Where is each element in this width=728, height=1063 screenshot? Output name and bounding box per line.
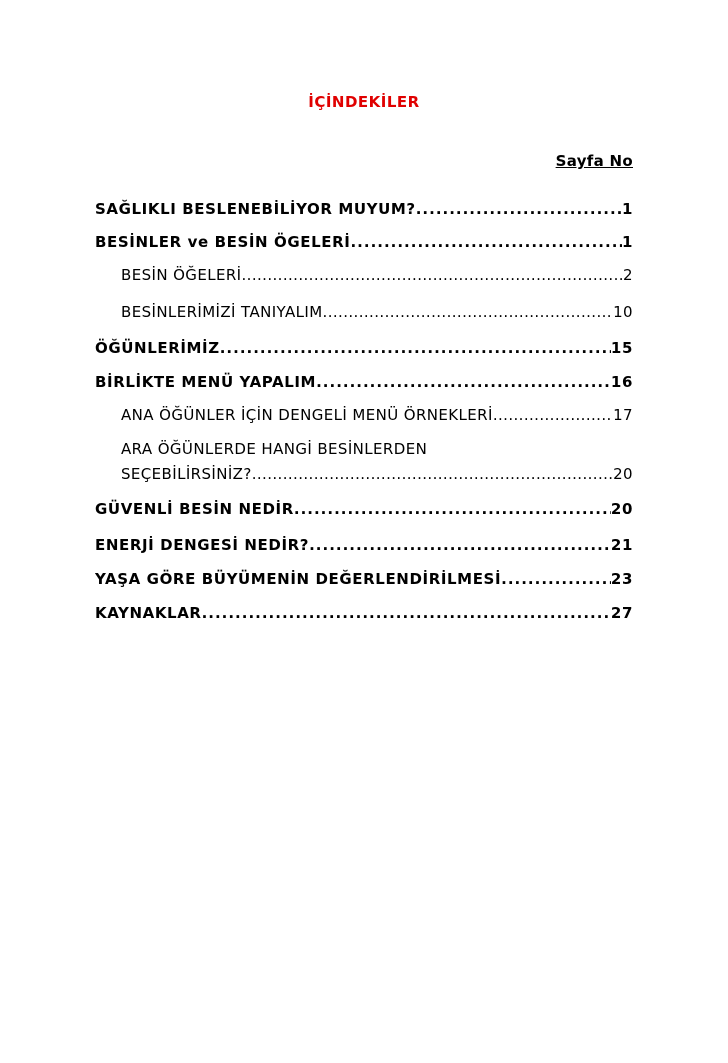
toc-entry-page: 10 — [613, 303, 633, 321]
toc-entry-label: BESİNLER ve BESİN ÖGELERİ — [95, 233, 351, 251]
toc-entry-label: ENERJİ DENGESİ NEDİR? — [95, 536, 310, 554]
toc-entry-label-line1: ARA ÖĞÜNLERDE HANGİ BESİNLERDEN — [121, 440, 428, 458]
toc-entry-page: 27 — [610, 604, 633, 622]
toc-entry-label: KAYNAKLAR — [95, 604, 202, 622]
toc-entry-label: SAĞLIKLI BESLENEBİLİYOR MUYUM? — [95, 200, 416, 218]
toc-entry-page: 1 — [621, 233, 633, 251]
toc-entry-label: YAŞA GÖRE BÜYÜMENİN DEĞERLENDİRİLMESİ — [95, 570, 502, 588]
toc-entry-page: 15 — [610, 339, 633, 357]
toc-entry — [95, 232, 633, 252]
dot-leader — [202, 603, 611, 623]
toc-entry — [95, 603, 633, 623]
toc-subentry — [121, 405, 633, 425]
toc-entry — [95, 372, 633, 392]
dot-leader — [493, 405, 613, 425]
page-title: İÇİNDEKİLER — [308, 93, 420, 111]
toc-entry-label: ÖĞÜNLERİMİZ — [95, 339, 220, 357]
dot-leader — [501, 569, 611, 589]
toc-entry — [95, 569, 633, 589]
toc-entry — [95, 338, 633, 358]
toc-entry-page: 17 — [613, 406, 633, 424]
dot-leader — [220, 338, 611, 358]
toc-entry-page: 16 — [610, 373, 633, 391]
toc-entry-label: BESİNLERİMİZİ TANIYALIM — [121, 303, 323, 321]
dot-leader — [242, 265, 624, 285]
toc-entry-page: 2 — [623, 266, 633, 284]
toc-entry — [95, 535, 633, 555]
toc-entry-label: BİRLİKTE MENÜ YAPALIM — [95, 373, 317, 391]
toc-entry-page: 23 — [610, 570, 633, 588]
toc-entry-label-line2: SEÇEBİLİRSİNİZ? — [121, 465, 252, 483]
toc-entry-label: BESİN ÖĞELERİ — [121, 266, 242, 284]
dot-leader — [294, 499, 611, 519]
dot-leader — [350, 232, 621, 252]
dot-leader — [316, 372, 611, 392]
toc-entry — [95, 199, 633, 219]
dot-leader — [252, 464, 613, 484]
dot-leader — [416, 199, 622, 219]
toc-entry-page: 20 — [613, 465, 633, 483]
toc-subentry — [121, 265, 633, 285]
toc-subentry — [121, 302, 633, 322]
toc-entry-label: GÜVENLİ BESİN NEDİR — [95, 500, 294, 518]
toc-entry-line2 — [121, 464, 633, 484]
toc-entry-label: ANA ÖĞÜNLER İÇİN DENGELİ MENÜ ÖRNEKLERİ — [121, 406, 493, 424]
page-number-column-header: Sayfa No — [555, 152, 633, 170]
dot-leader — [323, 302, 614, 322]
toc-subentry — [121, 439, 633, 484]
dot-leader — [309, 535, 611, 555]
toc-entry-page: 20 — [610, 500, 633, 518]
toc-entry-page: 1 — [621, 200, 633, 218]
toc-entry-page: 21 — [610, 536, 633, 554]
toc-entry — [95, 499, 633, 519]
